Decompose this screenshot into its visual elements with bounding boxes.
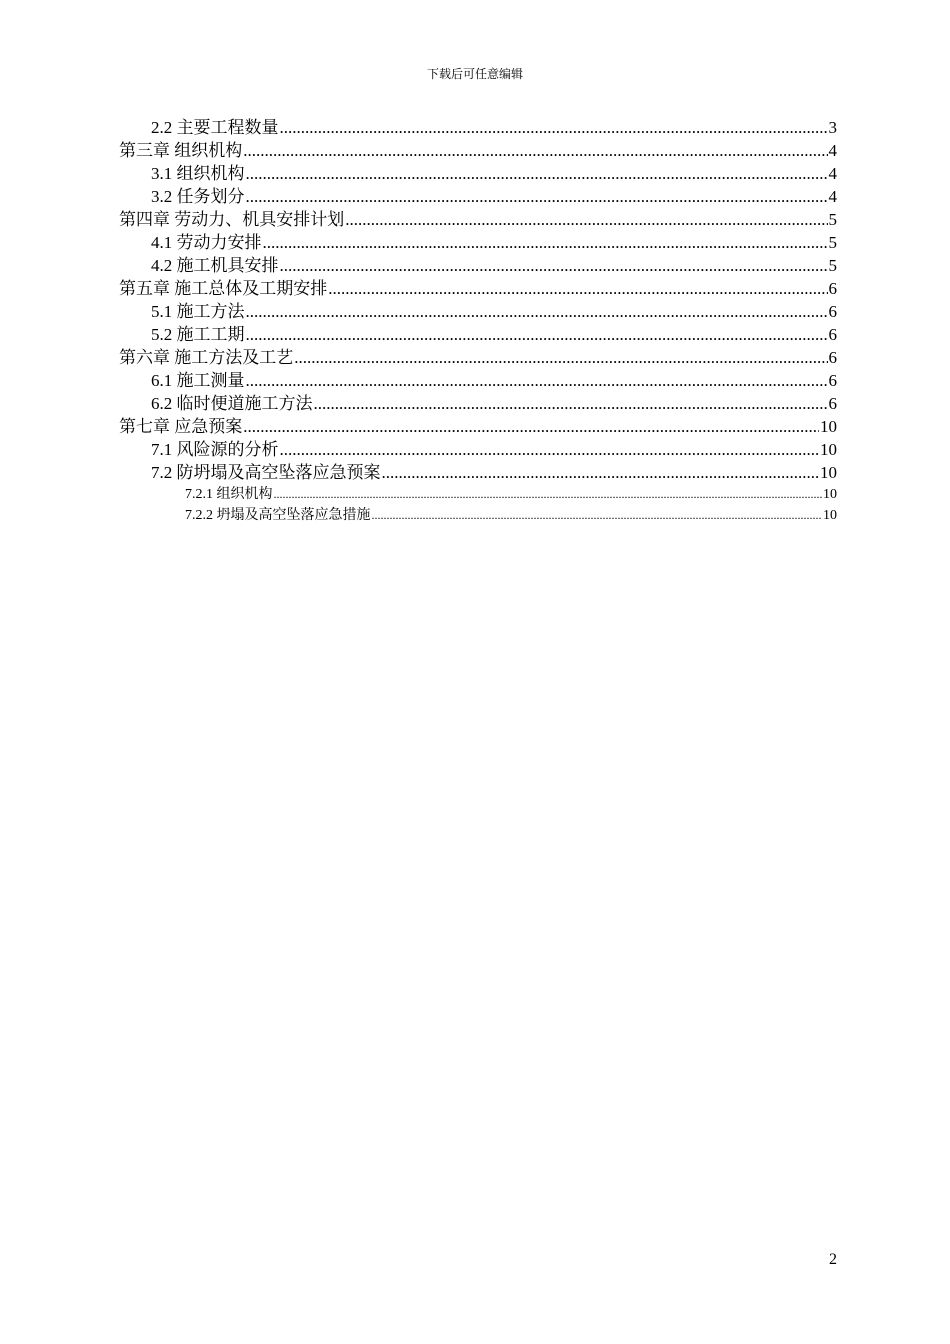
toc-entry-page: 5 — [828, 233, 837, 252]
toc-leader-dots — [263, 231, 828, 254]
page-number: 2 — [829, 1251, 837, 1268]
toc-entry[interactable] — [119, 346, 837, 369]
toc-entry[interactable] — [119, 415, 837, 438]
toc-leader-dots — [294, 346, 827, 369]
toc-entry-page: 6 — [828, 325, 837, 344]
toc-entry-title: 3.2 任务划分 — [151, 187, 245, 206]
toc-entry[interactable] — [119, 369, 837, 392]
toc-entry-title: 6.2 临时便道施工方法 — [151, 394, 313, 413]
toc-entry-title: 第三章 组织机构 — [119, 141, 243, 160]
toc-entry-title: 第七章 应急预案 — [119, 417, 243, 436]
toc-leader-dots — [246, 185, 828, 208]
toc-leader-dots — [382, 461, 820, 484]
toc-entry[interactable] — [119, 392, 837, 415]
toc-leader-dots — [328, 277, 827, 300]
toc-entry-page: 6 — [828, 371, 837, 390]
toc-entry[interactable] — [119, 208, 837, 231]
toc-entry-title: 6.1 施工测量 — [151, 371, 245, 390]
toc-leader-dots — [243, 415, 819, 438]
toc-leader-dots — [372, 505, 823, 526]
toc-leader-dots — [243, 139, 827, 162]
toc-entry[interactable] — [119, 277, 837, 300]
toc-entry-page: 3 — [828, 118, 837, 137]
toc-entry-page: 6 — [828, 279, 837, 298]
toc-entry-page: 6 — [828, 394, 837, 413]
toc-entry-title: 3.1 组织机构 — [151, 164, 245, 183]
toc-entry-page: 5 — [828, 210, 837, 229]
toc-entry[interactable] — [119, 231, 837, 254]
toc-entry[interactable] — [119, 185, 837, 208]
toc-leader-dots — [246, 162, 828, 185]
toc-entry-title: 5.1 施工方法 — [151, 302, 245, 321]
toc-entry-page: 10 — [823, 487, 837, 502]
toc-entry[interactable] — [119, 484, 837, 505]
toc-entry[interactable] — [119, 438, 837, 461]
toc-entry-title: 7.2.2 坍塌及高空坠落应急措施 — [185, 508, 371, 523]
toc-entry[interactable] — [119, 254, 837, 277]
toc-entry[interactable] — [119, 300, 837, 323]
toc-entry-title: 第六章 施工方法及工艺 — [119, 348, 294, 367]
toc-leader-dots — [314, 392, 828, 415]
toc-entry-page: 10 — [820, 463, 837, 482]
toc-leader-dots — [246, 300, 828, 323]
toc-entry[interactable] — [119, 162, 837, 185]
toc-entry[interactable] — [119, 505, 837, 526]
toc-entry-title: 2.2 主要工程数量 — [151, 118, 279, 137]
toc-leader-dots — [280, 438, 820, 461]
toc-leader-dots — [280, 116, 828, 139]
toc-entry[interactable] — [119, 461, 837, 484]
toc-entry[interactable] — [119, 323, 837, 346]
toc-entry-page: 5 — [828, 256, 837, 275]
toc-entry-title: 7.2.1 组织机构 — [185, 487, 273, 502]
toc-entry-page: 4 — [828, 164, 837, 183]
toc-entry-title: 第五章 施工总体及工期安排 — [119, 279, 328, 298]
toc-leader-dots — [345, 208, 827, 231]
toc-entry[interactable] — [119, 139, 837, 162]
toc-entry-title: 7.1 风险源的分析 — [151, 440, 279, 459]
toc-entry[interactable] — [119, 116, 837, 139]
toc-entry-page: 10 — [820, 417, 837, 436]
toc-entry-title: 5.2 施工工期 — [151, 325, 245, 344]
toc-leader-dots — [246, 369, 828, 392]
page-header: 下载后可任意编辑 — [426, 67, 523, 81]
toc-entry-title: 7.2 防坍塌及高空坠落应急预案 — [151, 463, 381, 482]
toc-entry-page: 4 — [828, 141, 837, 160]
toc-entry-title: 4.2 施工机具安排 — [151, 256, 279, 275]
toc-entry-page: 10 — [820, 440, 837, 459]
toc-leader-dots — [274, 484, 823, 505]
table-of-contents — [119, 116, 837, 526]
toc-leader-dots — [280, 254, 828, 277]
toc-entry-page: 10 — [823, 508, 837, 523]
toc-leader-dots — [246, 323, 828, 346]
toc-entry-page: 4 — [828, 187, 837, 206]
toc-entry-page: 6 — [828, 302, 837, 321]
toc-entry-page: 6 — [828, 348, 837, 367]
toc-entry-title: 4.1 劳动力安排 — [151, 233, 262, 252]
toc-entry-title: 第四章 劳动力、机具安排计划 — [119, 210, 345, 229]
